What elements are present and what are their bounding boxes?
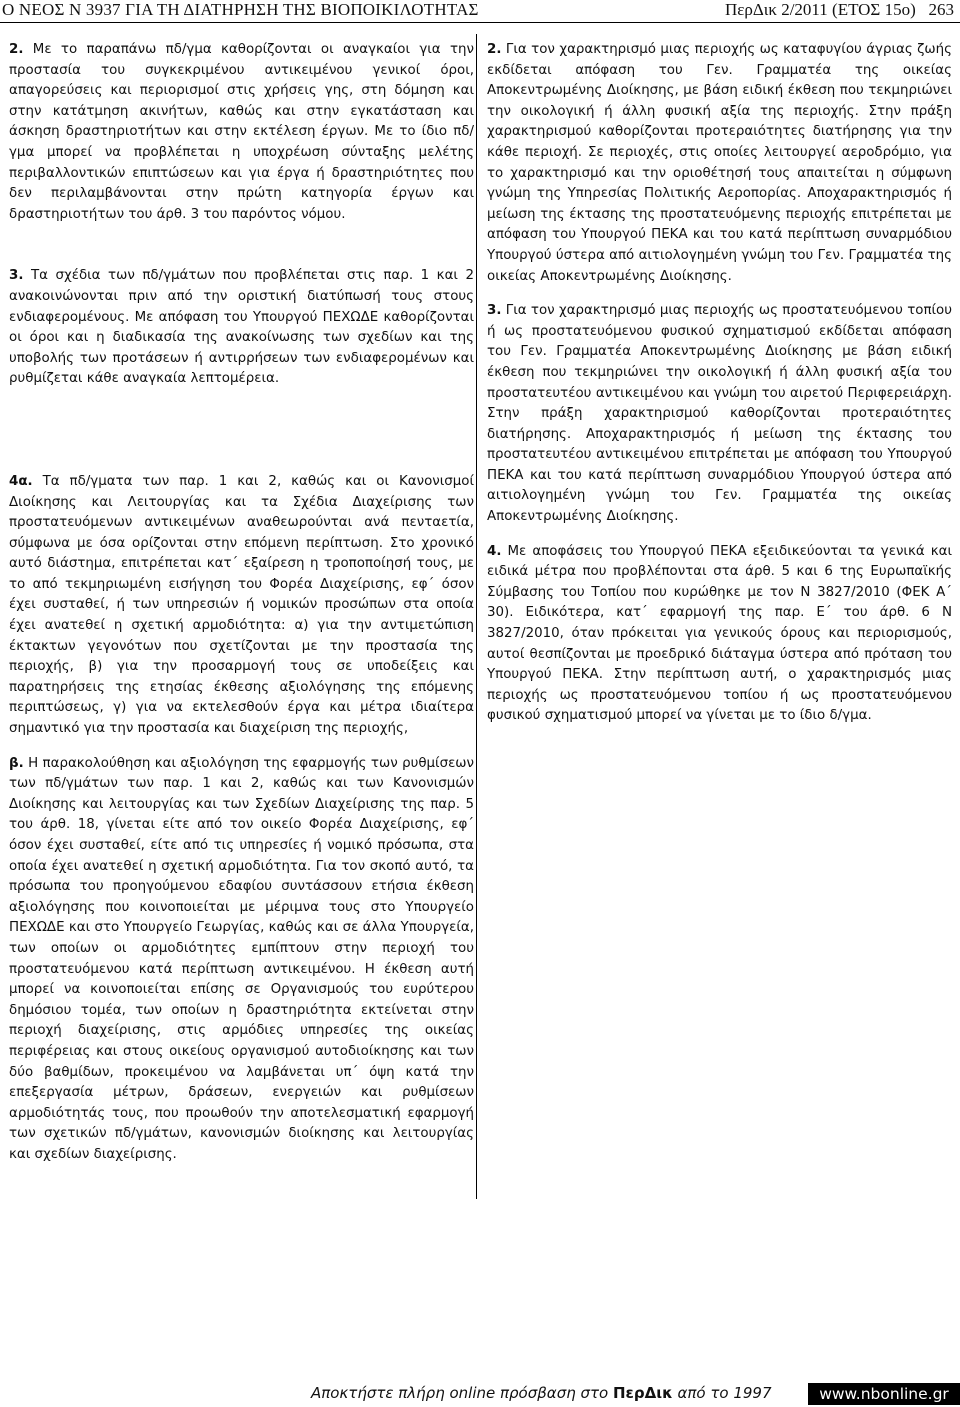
paragraph-text: Με αποφάσεις του Υπουργού ΠΕΚΑ εξειδικεύονται τα γενικά και ειδικά μέτρα που προβλέπονται στα άρθ. 5 και 6 της Ευρωπαϊκής Σύμβασης του Τοπίου που κυρώθηκε με τον Ν 3827/2010 (ΦΕΚ Α΄ 30). Ειδικότερα, κατ΄ εφαρμογή της παρ. Ε΄ του άρθ. 6 Ν 3827/2010, όταν πρόκειται για γενικούς όρους και περιορισμούς, αυτοί θεσπίζονται με προεδρικό διάταγμα ύστερα από πρόταση του Υπουργού ΠΕΚΑ. Στην περίπτωση αυτή, ο χαρακτηρισμός μιας περιοχής ως προστατευόμενου τοπίου ή ως προστατευόμενου φυσικού σχηματισμού μπορεί να γίνεται με το ίδιο δ/γμα. xyxy=(487,543,953,724)
promo-brand: ΠερΔικ xyxy=(612,1384,673,1402)
paragraph-number: 3. xyxy=(9,268,24,284)
left-paragraph-4a xyxy=(9,472,474,740)
promo-text: Αποκτήστε πλήρη online πρόσβαση στο xyxy=(311,1384,613,1402)
footer-site-link[interactable]: www.nbonline.gr xyxy=(808,1383,960,1405)
column-separator xyxy=(476,34,477,1199)
right-paragraph-2 xyxy=(487,40,952,287)
footer-promo xyxy=(311,1384,772,1402)
right-paragraph-4 xyxy=(487,542,952,727)
paragraph-number: 4. xyxy=(487,543,502,559)
issue-label: ΠερΔικ 2/2011 (ΕΤΟΣ 15ο) xyxy=(724,0,916,19)
page-header xyxy=(0,0,960,22)
left-paragraph-2 xyxy=(9,40,474,225)
paragraph-text: Με το παραπάνω πδ/γμα καθορίζονται οι αναγκαίοι για την προστασία του συγκεκριμένου αντικειμένου γενικοί όροι, απαγορεύσεις και περιορισμοί στις χρήσεις γης, στη δόμηση και στην κατάτμηση ακινήτων, καθώς και στην εγκατάσταση και άσκηση δραστηριοτήτων και στην εκτέλεση έργων. Με το ίδιο πδ/γμα μπορεί να προβλέπεται η υποχρέωση σύνταξης μελέτης περιβαλλοντικών επιπτώσεων και για έργα ή δραστηριότητες που δεν περιλαμβάνονται στην πρώτη κατηγορία έργων και δραστηριοτήτων του άρθ. 3 του παρόντος νόμου. xyxy=(9,42,474,222)
paragraph-number: β. xyxy=(9,755,24,771)
header-rule xyxy=(0,22,960,23)
paragraph-text: Για τον χαρακτηρισμό μιας περιοχής ως προστατευόμενου τοπίου ή ως προστατευόμενου φυσικού σχηματισμού εκδίδεται απόφαση του Γεν. Γραμματέα Αποκεντρωμένης Διοίκησης με βάση ειδική έκθεση που τεκμηριώνει την οικολογική ή άλλη φυσική αξία του προστατευτέου αντικειμένου και γνώμη του αιρετού Περιφερειάρχη. Στην πράξη χαρακτηρισμού καθορίζονται προτεραιότητες διατήρησης. Αποχαρακτηρισμός ή μείωση της έκτασης του προστατευτέου αντικειμένου επιτρέπεται με απόφαση του Υπουργού ΠΕΚΑ και του κατά περίπτωση συναρμόδιου Υπουργού ύστερα από αιτιολογημένη γνώμη του Γεν. Γραμματέα της οικείας Αποκεντρωμένης Διοίκησης. xyxy=(487,303,952,525)
right-column xyxy=(487,40,952,727)
paragraph-text: Τα πδ/γματα των παρ. 1 και 2, καθώς και οι Κανονισμοί Διοίκησης και Λειτουργίας και τα Σχέδια Διαχείρισης των προστατευόμενων αντικειμένων αναθεωρούνται ανά πενταετία, σύμφωνα με όσα ορίζονται στην επόμενη περίπτωση. Στο χρονικό αυτό διάστημα, επιτρέπεται κατ΄ εξαίρεση η τροποποίησή τους, με το από τεκμηριωμένη εισήγηση του Φορέα Διαχείρισης, εφ΄ όσον έχει συσταθεί, ή των υπηρεσιών ή νομικών προσώπων στα οποία έχει ανατεθεί η σχετική αρμοδιότητα: α) για την αντιμετώπιση έκτακτων γεγονότων που σχετίζονται με την προστασία της περιοχής, β) για την προσαρμογή τους σε υποδείξεις και παρατηρήσεις της ετησίας έκθεσης αξιολόγησης της επόμενης περιπτώσεως, γ) για να εκτελεσθούν έργα και μέτρα ιδιαίτερα σημαντικό για την προστασία και διαχείριση της περιοχής, xyxy=(9,473,475,737)
issue-and-page xyxy=(725,0,954,20)
paragraph-number: 3. xyxy=(487,303,502,319)
promo-text-end: από το 1997 xyxy=(672,1384,772,1402)
left-paragraph-b xyxy=(9,754,474,1166)
right-paragraph-3 xyxy=(487,301,952,528)
paragraph-number: 4α. xyxy=(9,473,33,489)
running-title: Ο ΝΕΟΣ Ν 3937 ΓΙΑ ΤΗ ΔΙΑΤΗΡΗΣΗ ΤΗΣ ΒΙΟΠΟΙΚΙΛΟΤΗΤΑΣ xyxy=(2,0,479,19)
left-column xyxy=(9,40,474,1166)
paragraph-number: 2. xyxy=(487,42,502,57)
paragraph-text: Για τον χαρακτηρισμό μιας περιοχής ως καταφυγίου άγριας ζωής εκδίδεται απόφαση του Γεν. Γραμματέα της οικείας Αποκεντρωμένης Διοίκησης, με βάση ειδική έκθεση που τεκμηριώνει την οικολογική ή άλλη φυσική αξία της περιοχής. Στην πράξη χαρακτηρισμού καθορίζονται προτεραιότητες διατήρησης για την κάθε περιοχή. Σε περιοχές, στις οποίες λειτουργεί αεροδρόμιο, για το χαρακτηρισμό και την οριοθέτησή τους απαιτείται η σύμφωνη γνώμη της Υπηρεσίας Πολιτικής Αεροπορίας. Αποχαρακτηρισμός ή μείωση της έκτασης της προστατευόμενης περιοχής επιτρέπεται με απόφαση του Υπουργού ΠΕΚΑ και του κατά περίπτωση συναρμόδιου Υπουργού ύστερα από αιτιολογημένη γνώμη του Γεν. Γραμματέα της οικείας Αποκεντρωμένης Διοίκησης. xyxy=(487,42,952,284)
paragraph-text: Τα σχέδια των πδ/γμάτων που προβλέπεται στις παρ. 1 και 2 ανακοινώνονται πριν από την οριστική διατύπωσή τους στους ενδιαφερομένους. Με απόφαση του Υπουργού ΠΕΧΩΔΕ καθορίζονται οι όροι και η διαδικασία της ανακοίνωσης των σχεδίων και της υποβολής των προτάσεων ή αντιρρήσεων των ενδιαφερομένων και ρυθμίζεται κάθε αναγκαία λεπτομέρεια. xyxy=(9,268,474,387)
paragraph-text: Η παρακολούθηση και αξιολόγηση της εφαρμογής των ρυθμίσεων των πδ/γμάτων των παρ. 1 και 2, καθώς και των Κανονισμών Διοίκησης και λειτουργίας και των Σχεδίων Διαχείρισης της παρ. 5 του άρθ. 18, γίνεται είτε από τον οικείο Φορέα Διαχείρισης, εφ΄ όσον έχει συσταθεί, είτε από τις υπηρεσίες ή νομικό πρόσωπα, στα οποία έχει ανατεθεί η σχετική αρμοδιότητα. Για τον σκοπό αυτό, τα πρόσωπα του προηγούμενου εδαφίου συντάσσουν ετήσια έκθεση αξιολόγησης που κοινοποιείται με μέριμνα τους στο Υπουργείο ΠΕΧΩΔΕ και στο Υπουργείο Γεωργίας, καθώς και σε άλλα Υπουργεία, των οποίων οι αρμοδιότητες εμπίπτουν στην περιοχή του προστατευόμενου κατά περίπτωση αντικειμένου. Η έκθεση αυτή μπορεί να κοινοποιείται επίσης σε Οργανισμούς του ευρύτερου δημόσιου τομέα, των οποίων η δραστηριότητα εκτείνεται στην περιοχή διαχείρισης, στις αρμόδιες υπηρεσίες της οικείας περιφέρειας και στους οικείους οργανισμού αυτοδιοίκησης και των δύο βαθμίδων, προκειμένου να λαμβάνεται υπ΄ όψη κατά την επεξεργασία μέτρων, δράσεων, ενεργειών και ρυθμίσεων αρμοδιότητάς τους, που προωθούν την αποτελεσματική εφαρμογή των σχετικών πδ/γμάτων, κανονισμών διοίκησης και λειτουργίας και σχεδίων διαχείρισης. xyxy=(9,755,474,1162)
left-paragraph-3 xyxy=(9,266,474,390)
paragraph-number: 2. xyxy=(9,42,24,57)
page-number: 263 xyxy=(928,0,954,19)
page-footer xyxy=(0,1384,960,1406)
